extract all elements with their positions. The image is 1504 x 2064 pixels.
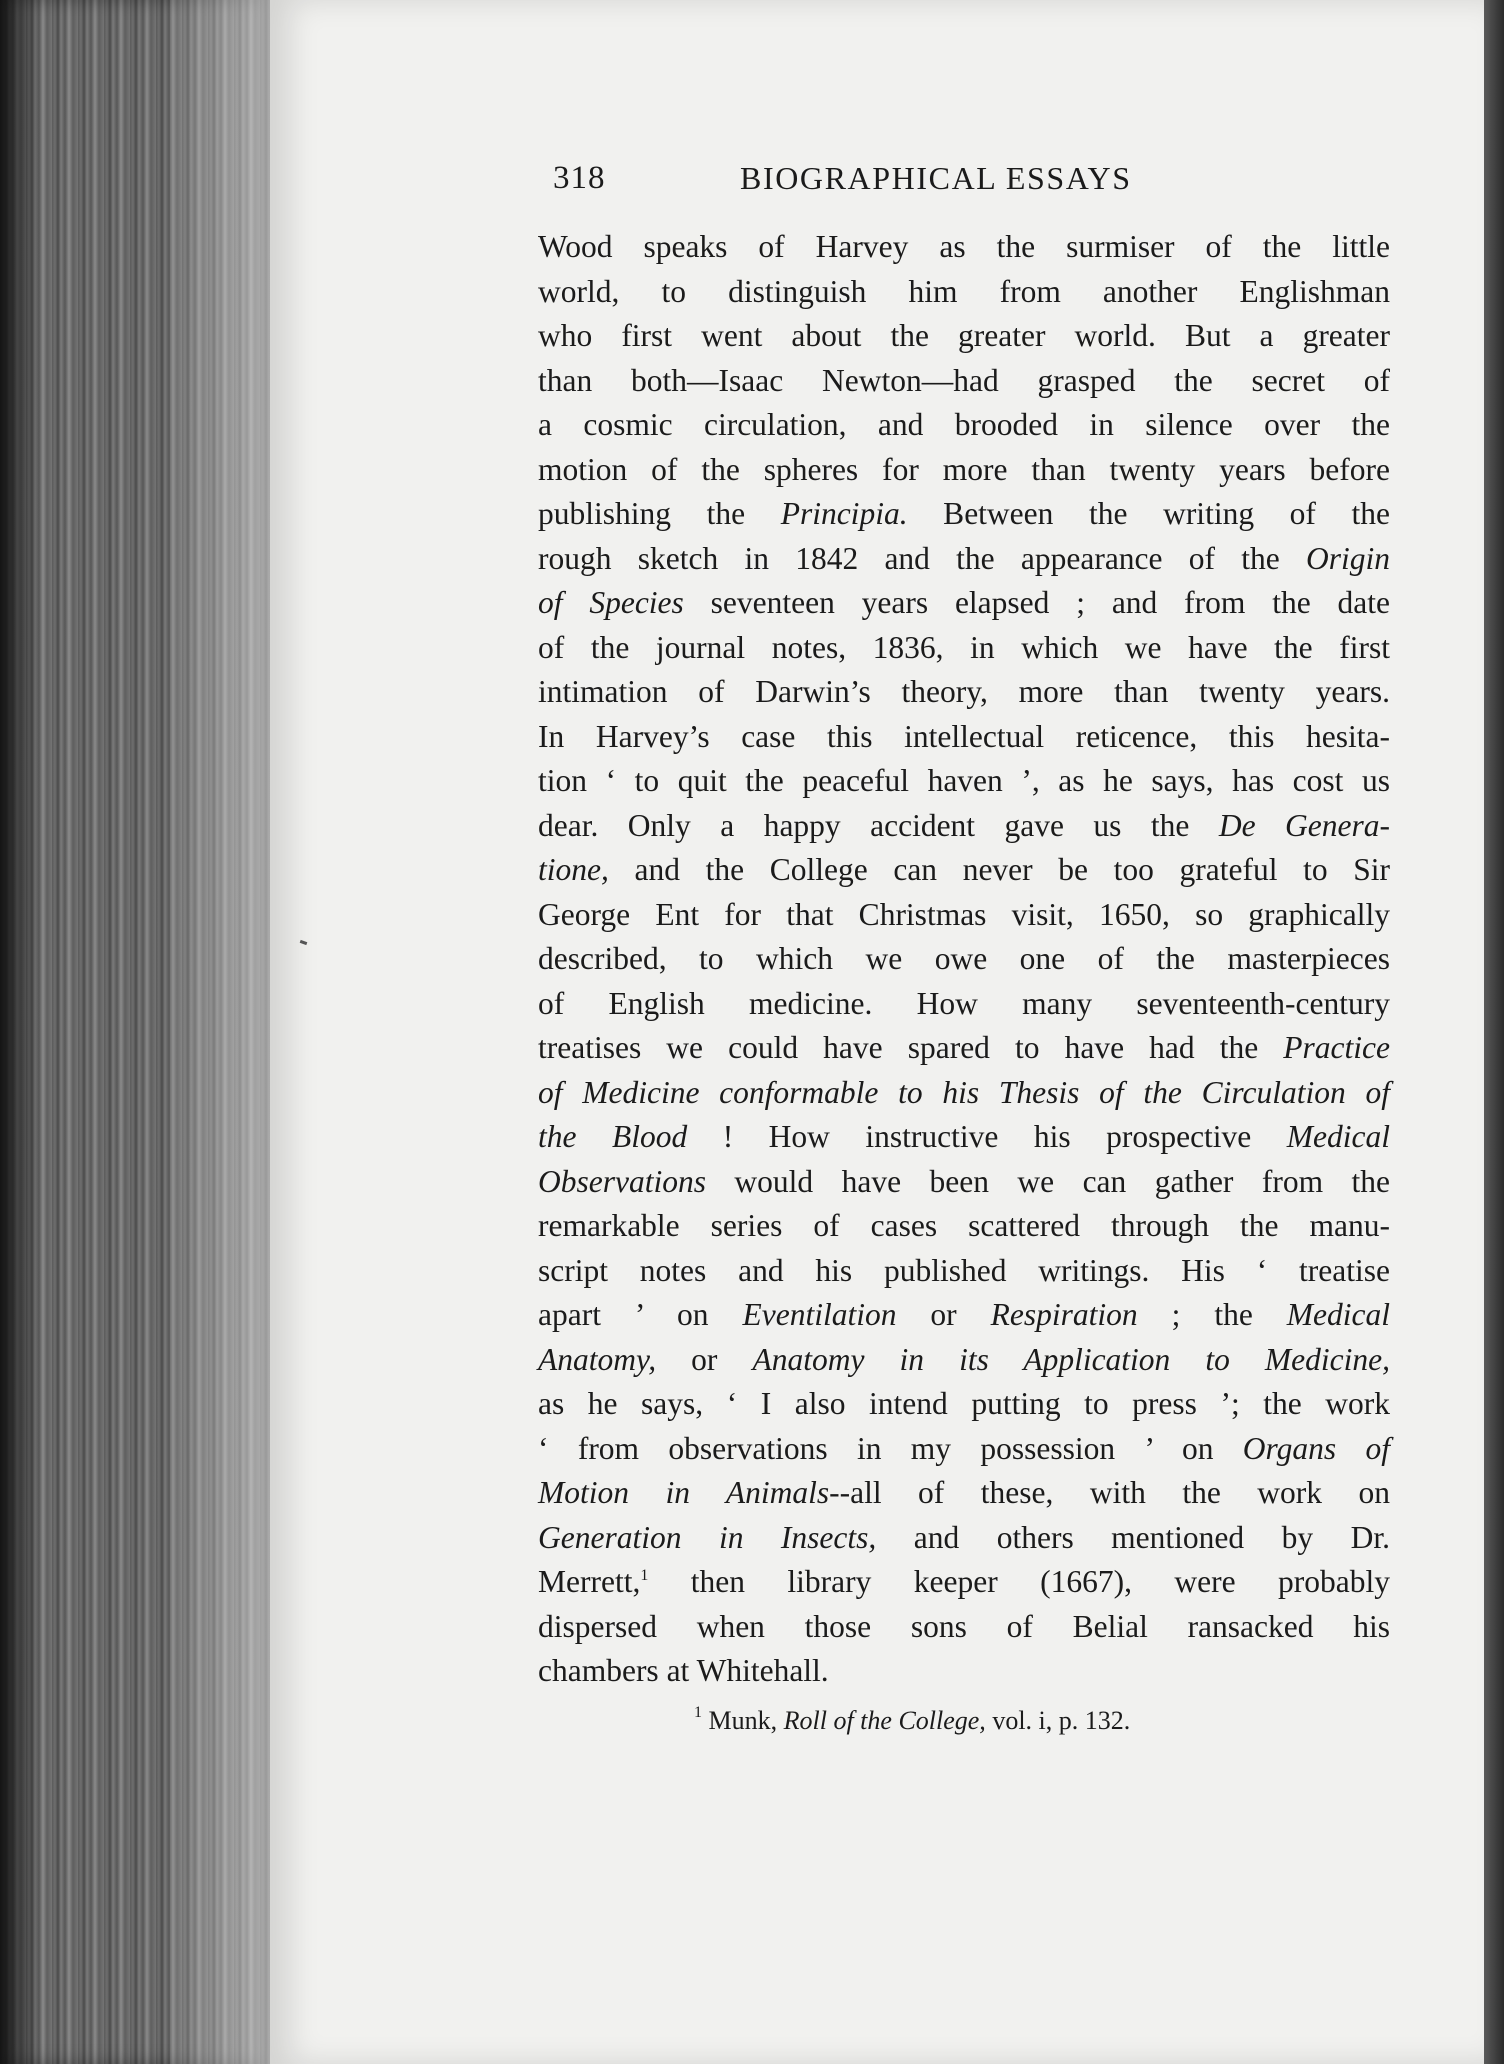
italic-segment: Organs of bbox=[1242, 1430, 1390, 1466]
text-line bbox=[538, 1204, 1390, 1249]
text-segment: dear. Only a happy accident gave us the bbox=[538, 807, 1219, 843]
text-line bbox=[538, 1382, 1390, 1427]
text-line bbox=[538, 270, 1390, 315]
text-line bbox=[538, 314, 1390, 359]
text-line bbox=[538, 403, 1390, 448]
book-page-edges bbox=[0, 0, 275, 2064]
italic-segment: Principia. bbox=[780, 496, 908, 531]
text-line bbox=[538, 1471, 1390, 1516]
italic-segment: Observations bbox=[538, 1163, 706, 1199]
italic-segment: Medical bbox=[1286, 1297, 1390, 1332]
text-line bbox=[538, 581, 1390, 626]
footnote-author: Munk, bbox=[702, 1706, 784, 1735]
text-line bbox=[538, 1071, 1390, 1116]
text-line bbox=[538, 670, 1390, 715]
text-segment: rough sketch in 1842 and the appearance of the bbox=[538, 540, 1306, 576]
text-segment: as he says, ‘ I also intend putting to press ’; the work bbox=[538, 1386, 1390, 1421]
text-line bbox=[538, 1115, 1390, 1160]
text-line bbox=[538, 537, 1390, 582]
footnote bbox=[694, 1706, 1130, 1736]
text-segment: or bbox=[656, 1341, 753, 1377]
italic-segment: Practice bbox=[1283, 1030, 1390, 1065]
italic-segment: of Species bbox=[538, 585, 684, 620]
text-line bbox=[538, 492, 1390, 537]
text-segment: remarkable series of cases scattered through the manu- bbox=[538, 1208, 1390, 1243]
text-line bbox=[538, 1516, 1390, 1561]
text-line bbox=[538, 626, 1390, 671]
text-segment: who first went about the greater world. But a greater bbox=[538, 318, 1390, 353]
text-segment: publishing the bbox=[538, 496, 781, 531]
text-segment: --all of these, with the work on bbox=[829, 1475, 1390, 1510]
text-segment: than both—Isaac Newton—had grasped the secret of bbox=[538, 362, 1390, 398]
text-line bbox=[538, 937, 1390, 982]
text-line bbox=[538, 1026, 1390, 1071]
text-line bbox=[538, 1560, 1390, 1605]
text-segment: world, to distinguish him from another Englishman bbox=[538, 273, 1390, 309]
italic-segment: Origin bbox=[1305, 540, 1390, 576]
text-segment: dispersed when those sons of Belial ransacked his bbox=[538, 1608, 1390, 1644]
page-number: 318 bbox=[553, 160, 606, 196]
text-segment: In Harvey’s case this intellectual reticence, this hesita- bbox=[538, 718, 1390, 754]
italic-segment: De Genera- bbox=[1218, 807, 1390, 843]
text-segment: and the College can never be too grateful to Sir bbox=[608, 852, 1390, 887]
text-segment: would have been we can gather from the bbox=[706, 1163, 1390, 1199]
italic-segment: Anatomy in its Application to Medicine, bbox=[752, 1341, 1390, 1377]
text-segment: a cosmic circulation, and brooded in silence over the bbox=[538, 407, 1390, 442]
italic-segment: Eventilation bbox=[742, 1297, 897, 1332]
text-line bbox=[538, 1249, 1390, 1294]
text-line bbox=[538, 1649, 1390, 1694]
text-segment: script notes and his published writings. His ‘ treatise bbox=[538, 1252, 1390, 1288]
running-head: BIOGRAPHICAL ESSAYS bbox=[740, 160, 1132, 196]
text-line bbox=[538, 715, 1390, 760]
page-header bbox=[553, 160, 1208, 208]
text-segment: or bbox=[896, 1297, 991, 1332]
text-segment: ‘ from observations in my possession ’ on bbox=[538, 1430, 1243, 1466]
text-line bbox=[538, 1605, 1390, 1650]
footnote-citation: vol. i, p. 132. bbox=[985, 1706, 1131, 1735]
text-line bbox=[538, 982, 1390, 1027]
italic-segment: Generation in Insects, bbox=[538, 1519, 877, 1555]
text-segment: treatises we could have spared to have had the bbox=[538, 1030, 1284, 1065]
italic-segment: Motion in Animals bbox=[538, 1475, 830, 1510]
text-segment: George Ent for that Christmas visit, 1650, so graphically bbox=[538, 896, 1390, 932]
footnote-title: Roll of the College, bbox=[783, 1706, 986, 1735]
text-line bbox=[538, 759, 1390, 804]
text-line bbox=[538, 448, 1390, 493]
text-line bbox=[538, 1427, 1390, 1472]
text-segment: Merrett, bbox=[538, 1564, 641, 1599]
text-segment: intimation of Darwin’s theory, more than twenty years. bbox=[538, 674, 1390, 709]
text-line bbox=[538, 1160, 1390, 1205]
text-line bbox=[538, 1293, 1390, 1338]
body-text bbox=[538, 225, 1390, 1694]
footnote-reference: 1 bbox=[640, 1567, 649, 1584]
text-segment: of the journal notes, 1836, in which we have the first bbox=[538, 629, 1390, 665]
text-segment: apart ’ on bbox=[538, 1297, 743, 1332]
text-segment: of English medicine. How many seventeenth-century bbox=[538, 985, 1390, 1021]
text-line bbox=[538, 804, 1390, 849]
italic-segment: the Blood bbox=[538, 1119, 688, 1154]
text-line bbox=[538, 359, 1390, 404]
text-segment: motion of the spheres for more than twenty years before bbox=[538, 451, 1390, 487]
text-segment: seventeen years elapsed ; and from the date bbox=[683, 585, 1390, 620]
text-line bbox=[538, 893, 1390, 938]
italic-segment: Respiration bbox=[990, 1297, 1138, 1332]
italic-segment: Medical bbox=[1286, 1119, 1390, 1154]
text-segment: Wood speaks of Harvey as the surmiser of the little bbox=[538, 229, 1390, 264]
text-segment: then library keeper (1667), were probably bbox=[648, 1564, 1390, 1599]
text-segment: and others mentioned by Dr. bbox=[876, 1519, 1390, 1555]
page-right-shadow bbox=[1484, 0, 1504, 2064]
text-line bbox=[538, 848, 1390, 893]
text-line bbox=[538, 225, 1390, 270]
italic-segment: Anatomy, bbox=[538, 1341, 657, 1377]
text-segment: ! How instructive his prospective bbox=[687, 1119, 1287, 1154]
italic-segment: of Medicine conformable to his Thesis of the Circulation of bbox=[538, 1074, 1390, 1110]
text-line bbox=[538, 1338, 1390, 1383]
italic-segment: tione, bbox=[538, 852, 609, 887]
text-segment: chambers at Whitehall. bbox=[538, 1653, 829, 1688]
text-segment: ; the bbox=[1137, 1297, 1287, 1332]
text-segment: described, to which we owe one of the masterpieces bbox=[538, 941, 1390, 976]
footnote-marker: 1 bbox=[694, 1704, 702, 1721]
text-segment: Between the writing of the bbox=[907, 496, 1390, 531]
text-segment: tion ‘ to quit the peaceful haven ’, as he says, has cost us bbox=[538, 763, 1390, 798]
